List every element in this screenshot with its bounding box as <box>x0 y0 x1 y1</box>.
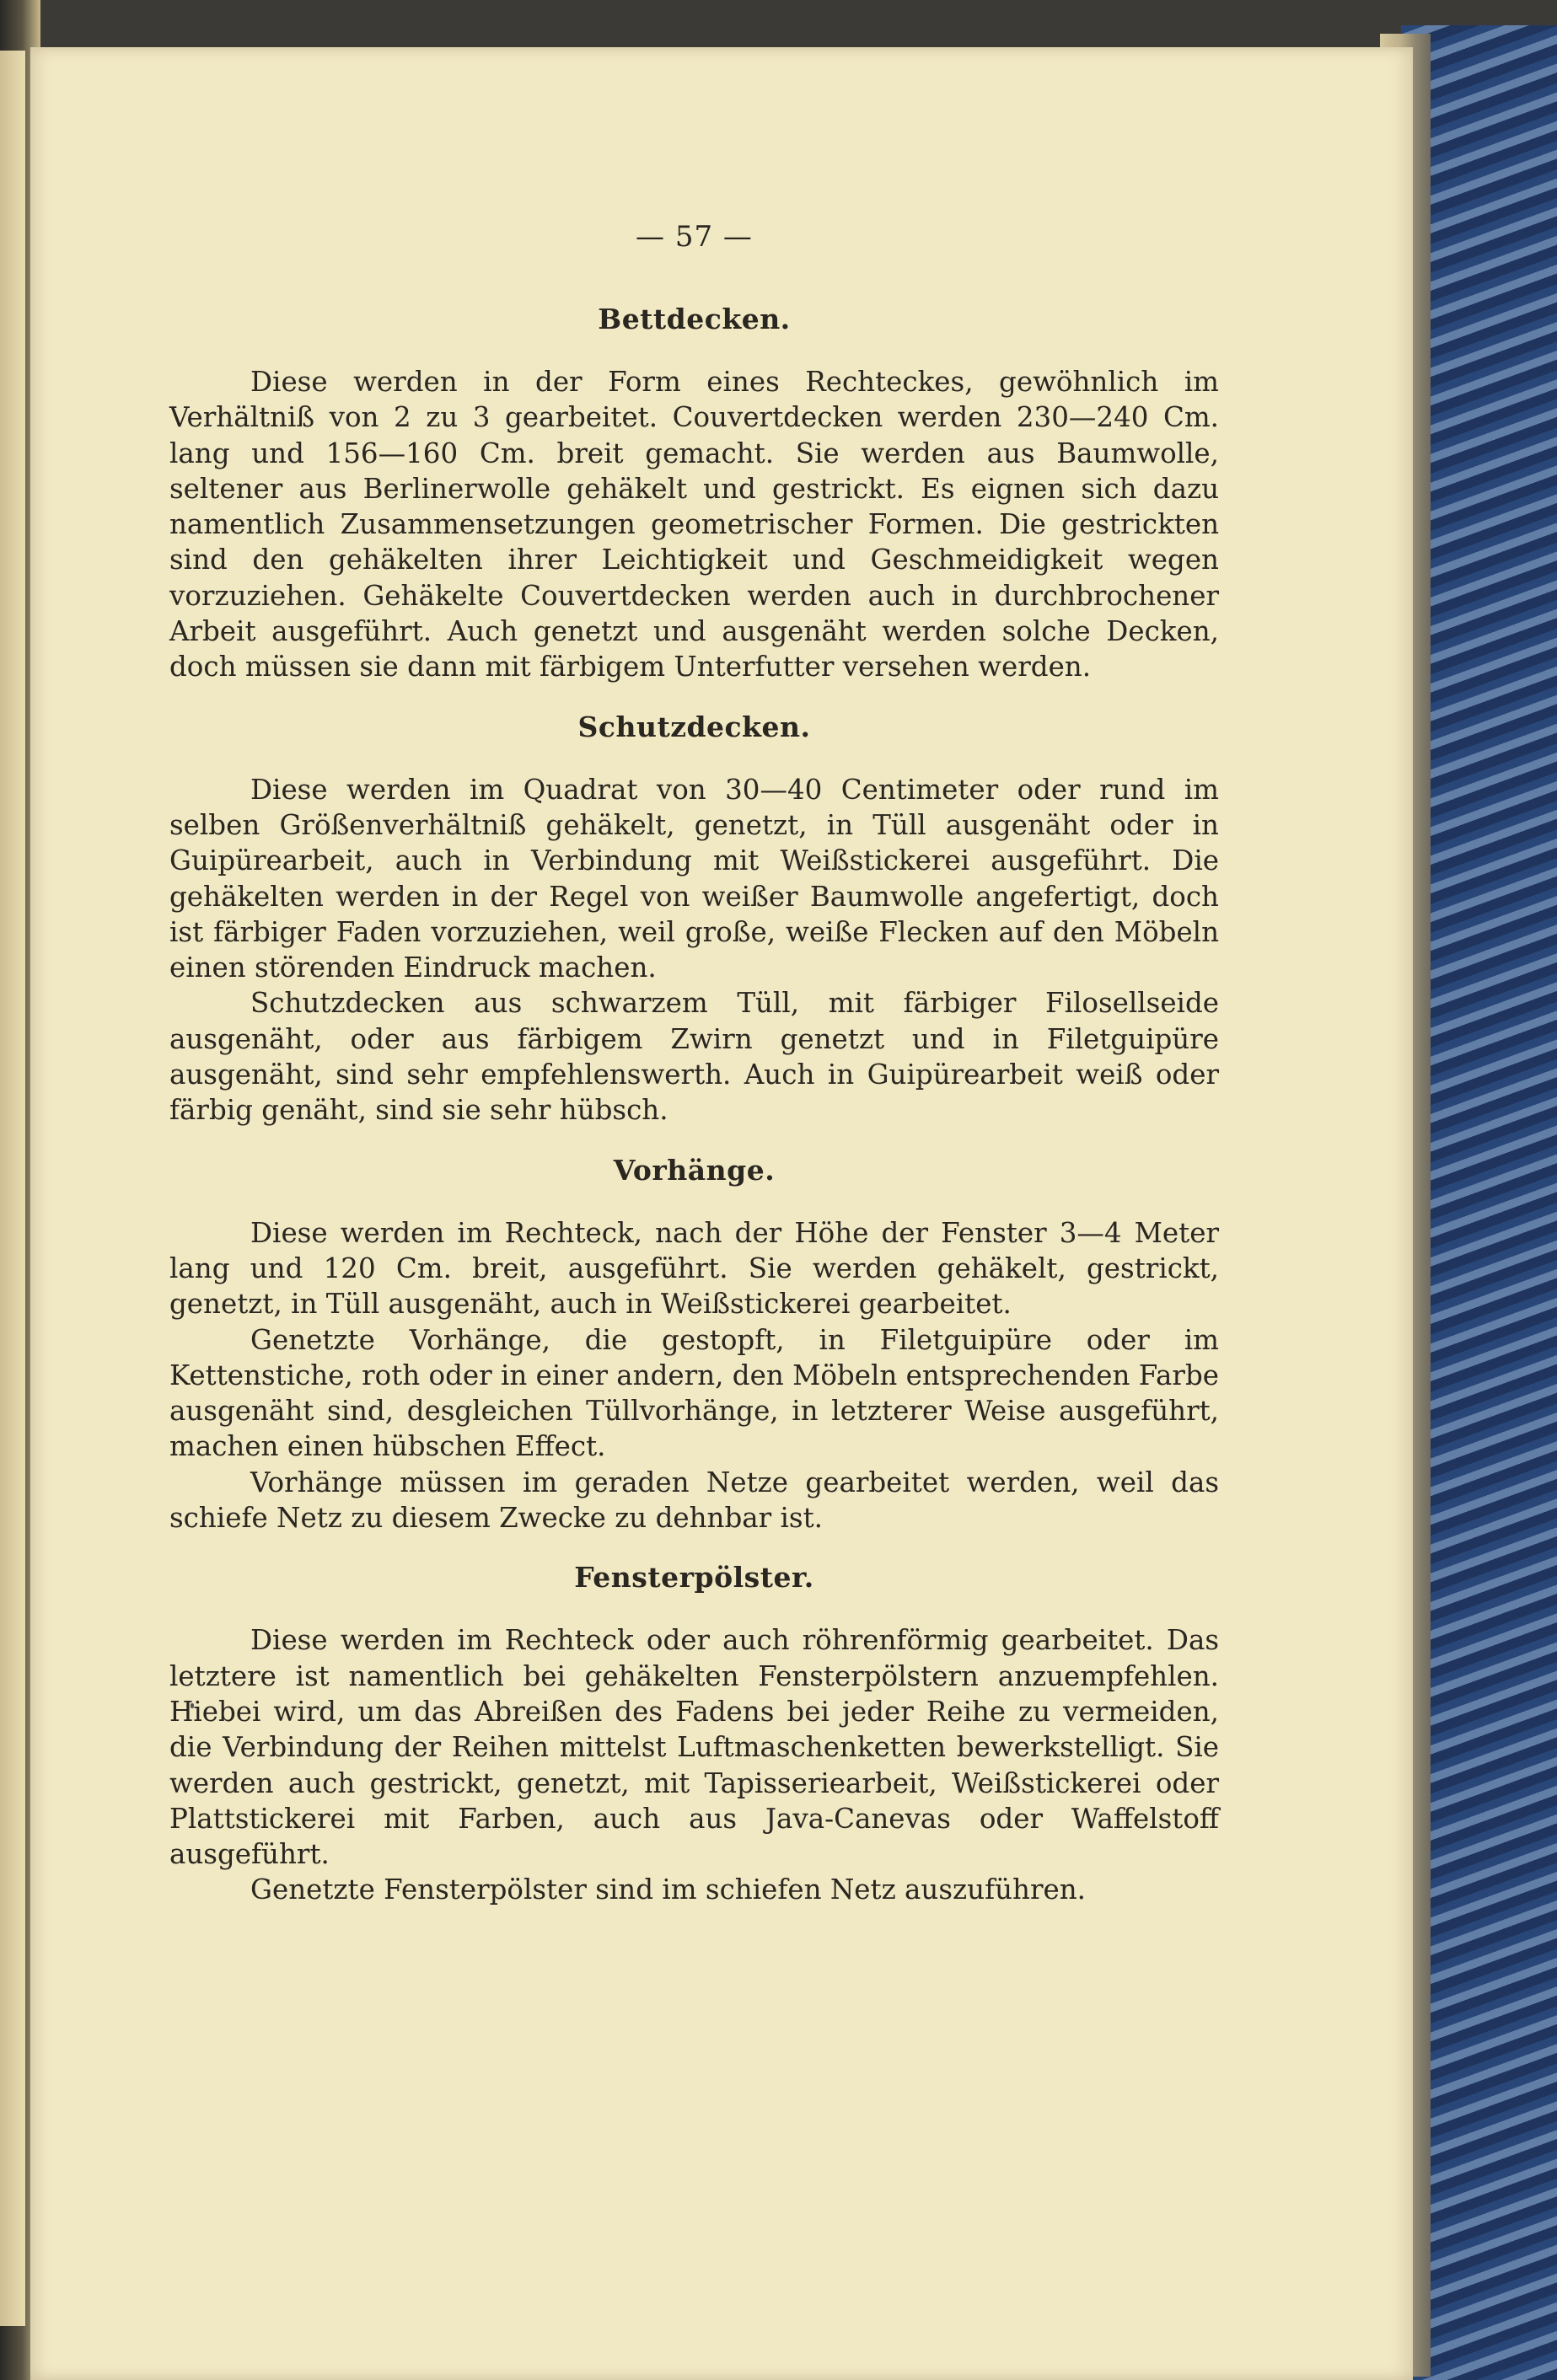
paragraph: Genetzte Fensterpölster sind im schiefen Netz auszuführen. <box>250 1873 1087 1906</box>
section-bettdecken <box>169 303 1219 685</box>
paragraph: Diese werden im Rechteck, nach der Höhe der Fenster 3—4 Meter lang und 120 Cm. breit, ausgeführt. Sie werden gehäkelt, gestrickt, genetzt, in Tüll ausgenäht, auch in Weißstickerei gearbeitet. <box>169 1216 1219 1321</box>
paragraph: Genetzte Vorhänge, die gestopft, in Filetguipüre oder im Kettenstiche, roth oder in einer andern, den Möbeln entsprechenden Farbe ausgenäht sind, desgleichen Tüllvorhänge, in letzterer Weise ausgeführt, machen einen hübschen Effect. <box>169 1323 1219 1463</box>
section-schutzdecken <box>169 710 1219 1128</box>
paragraph: Diese werden in der Form eines Rechteckes, gewöhnlich im Verhältniß von 2 zu 3 gearbeitet. Couvertdecken werden 230—240 Cm. lang und 156—160 Cm. breit gemacht. Sie werden aus Baumwolle, seltener aus Berlinerwolle gehäkelt und gestrickt. Es eignen sich dazu namentlich Zusammensetzungen geometrischer Formen. Die gestrickten sind den gehäkelten ihrer Leichtigkeit und Geschmeidigkeit wegen vorzuziehen. Gehäkelte Couvertdecken werden auch in durchbrochener Arbeit ausgeführt. Auch genetzt und ausgenäht werden solche Decken, doch müssen sie dann mit färbigem Unterfutter versehen werden. <box>169 366 1219 683</box>
section-heading: Vorhänge. <box>613 1153 776 1187</box>
section-fensterpoelster <box>169 1561 1219 1907</box>
paragraph: Diese werden im Quadrat von 30—40 Centimeter oder rund im selben Größenverhältniß gehäkelt, genetzt, in Tüll ausgenäht oder in Guipürearbeit, auch in Verbindung mit Weißstickerei ausgeführt. Die gehäkelten werden in der Regel von weißer Baumwolle angefertigt, doch ist färbiger Faden vorzuziehen, weil große, weiße Flecken auf den Möbeln einen störenden Eindruck machen. <box>169 773 1219 984</box>
previous-page-edge <box>0 51 25 2326</box>
section-heading: Fensterpölster. <box>574 1561 814 1595</box>
book-page <box>30 47 1413 2380</box>
section-heading: Schutzdecken. <box>577 710 811 743</box>
page-number: — 57 — <box>636 220 753 254</box>
paragraph: Schutzdecken aus schwarzem Tüll, mit färbiger Filosellseide ausgenäht, oder aus färbigem Zwirn genetzt und in Filetguipüre ausgenäht, sind sehr empfehlenswerth. Auch in Guipürearbeit weiß oder färbig genäht, sind sie sehr hübsch. <box>169 987 1219 1127</box>
paragraph: Vorhänge müssen im geraden Netze gearbeitet werden, weil das schiefe Netz zu diesem Zwecke zu dehnbar ist. <box>169 1466 1219 1535</box>
page-text <box>169 220 1219 1908</box>
section-heading: Bettdecken. <box>598 303 791 335</box>
section-vorhaenge <box>169 1154 1219 1536</box>
paragraph: Diese werden im Rechteck oder auch röhrenförmig gearbeitet. Das letztere ist namentlich bei gehäkelten Fensterpölstern anzuempfehlen. Hiebei wird, um das Abreißen des Fadens bei jeder Reihe zu vermeiden, die Verbindung der Reihen mittelst Luftmaschenketten bewerkstelligt. Sie werden auch gestrickt, genetzt, mit Tapisseriearbeit, Weißstickerei oder Plattstickerei mit Farben, auch aus Java-Canevas oder Waffelstoff ausgeführt. <box>169 1624 1219 1871</box>
